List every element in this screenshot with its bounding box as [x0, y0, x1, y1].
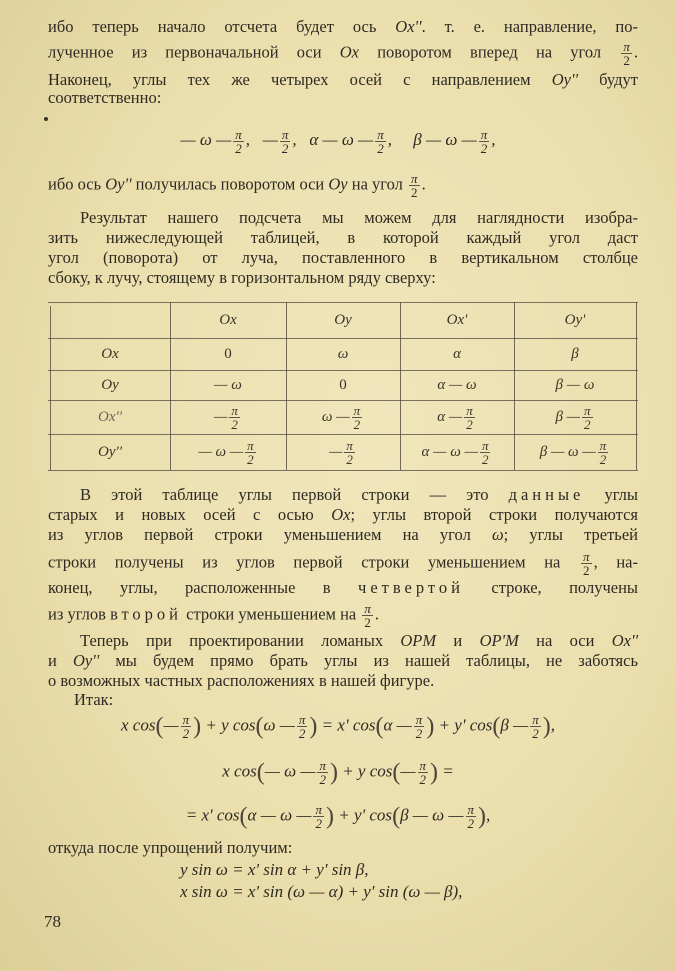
table-cell [286, 400, 400, 434]
table-cell [400, 400, 514, 434]
fraction [464, 404, 475, 431]
column-header: Ox [219, 311, 237, 328]
fraction [317, 759, 328, 786]
arg: — ω — [264, 761, 316, 781]
paren-open: ( [155, 713, 164, 740]
text: старых и новых осей с осью [48, 505, 332, 524]
arg: — [163, 715, 179, 735]
numerator: π [182, 712, 190, 727]
expr: — [214, 408, 228, 425]
text: строки получены из углов первой строки уменьшением на [48, 552, 580, 572]
numerator: π [599, 437, 607, 453]
text: получилась поворотом оси [131, 174, 329, 194]
paren-open: ( [239, 803, 248, 830]
angle-table [48, 302, 638, 470]
text: ; углы второй строки получаются [350, 505, 638, 524]
angles-list [0, 128, 676, 155]
numerator: π [235, 127, 242, 142]
math-var: Ox'' [611, 631, 638, 650]
paren-open: ( [492, 713, 501, 740]
text: . т. е. направление, по- [421, 17, 638, 36]
math-var: Oy'' [105, 174, 132, 194]
denominator: 2 [481, 451, 489, 467]
text: углы [584, 485, 639, 504]
fraction [581, 550, 592, 577]
paren-open: ( [255, 713, 264, 740]
math-var: Oy'' [72, 651, 100, 670]
math-var: Oy [328, 174, 348, 194]
math-var: ω [492, 525, 504, 544]
punct: , [550, 715, 555, 735]
expr: β — ω — [539, 443, 596, 460]
fraction [582, 404, 593, 431]
row-header: Ox'' [98, 408, 122, 425]
table-rule [48, 470, 638, 471]
table-cell: β — ω [555, 376, 595, 393]
denominator: 2 [599, 451, 607, 467]
fraction [229, 404, 240, 431]
paren-open: ( [392, 803, 401, 830]
table-cell [400, 434, 514, 470]
denominator: 2 [364, 615, 371, 630]
denominator: 2 [419, 772, 427, 787]
text: и [48, 651, 73, 670]
equation: y sin ω = x' sin α + y' sin β, [180, 860, 369, 879]
text-line: о возможных частных расположениях в нашей фигуре. [48, 671, 435, 690]
table-cell: 0 [339, 376, 347, 393]
text-line [80, 631, 638, 651]
paren-close: ) [542, 713, 551, 740]
fraction [375, 128, 386, 155]
table-cell: α [453, 345, 461, 362]
angle-item [180, 127, 250, 156]
numerator: π [298, 712, 306, 727]
numerator: π [319, 758, 326, 773]
expr: — [329, 443, 343, 460]
fraction [362, 602, 373, 629]
table-cell: β [571, 345, 579, 362]
emphasis: четвертой [358, 578, 464, 597]
denominator: 2 [315, 816, 322, 831]
text-line [48, 525, 638, 545]
text: конец, углы, расположенные в [48, 578, 359, 597]
text: поворотом вперед на угол [359, 42, 620, 62]
numerator: π [623, 39, 630, 54]
math-var: Oy'' [551, 70, 578, 89]
denominator: 2 [346, 451, 353, 467]
denominator: 2 [298, 726, 306, 741]
table-cell: — ω [214, 376, 242, 393]
fraction [466, 803, 477, 830]
text-line [48, 88, 638, 108]
paren-close: ) [325, 803, 334, 830]
paren-close: ) [309, 713, 318, 740]
punct: , [486, 805, 491, 825]
text-line [48, 550, 638, 577]
text: из углов первой строки уменьшением на угол [48, 525, 492, 544]
denominator: 2 [319, 772, 326, 787]
denominator: 2 [182, 726, 190, 741]
paren-close: ) [193, 713, 202, 740]
row-header: Ox [101, 345, 119, 362]
expr: — ω — [198, 443, 244, 460]
sep: , [292, 130, 297, 150]
row-header: Oy'' [98, 443, 122, 460]
text: из углов [48, 604, 111, 624]
text: . [374, 604, 379, 624]
denominator: 2 [281, 141, 289, 156]
text: ; углы третьей [503, 525, 638, 544]
paren-close: ) [426, 713, 435, 740]
text: строки уменьшением на [182, 604, 361, 624]
numerator: π [247, 437, 254, 453]
numerator: π [480, 127, 488, 142]
paren-close: ) [329, 759, 338, 786]
numerator: π [377, 127, 384, 142]
expr: β — [555, 408, 581, 425]
page-number: 78 [44, 912, 61, 931]
denominator: 2 [353, 416, 361, 432]
denominator: 2 [247, 451, 254, 467]
expr: α — ω — [421, 443, 478, 460]
fraction [313, 803, 324, 830]
text-line [48, 70, 638, 90]
math-var: Ox'' [395, 17, 422, 36]
fraction [530, 713, 541, 740]
numerator: π [466, 402, 473, 418]
numerator: π [419, 758, 427, 773]
text-line: сбоку, к лучу, стоящему в горизонтальном ряду сверху: [48, 268, 436, 287]
expr: — ω — [180, 130, 232, 150]
text: ибо теперь начало отсчета будет ось [48, 17, 396, 36]
text: . [421, 174, 426, 194]
text-line [48, 651, 638, 671]
arg: — [400, 761, 416, 781]
denominator: 2 [377, 141, 384, 156]
numerator: π [583, 549, 590, 564]
table-cell: α — ω [437, 376, 477, 393]
table-cell: ω [337, 345, 349, 362]
fraction [352, 404, 363, 431]
denominator: 2 [415, 726, 423, 741]
arg: ω — [263, 715, 295, 735]
numerator: π [346, 437, 353, 453]
sep: , [491, 130, 496, 150]
expr: α — [437, 408, 463, 425]
text: будут [578, 70, 638, 89]
text-line [48, 505, 638, 525]
numerator: π [411, 171, 418, 186]
text: мы будем прямо брать углы из нашей таблицы, не заботясь [99, 651, 638, 670]
numerator: π [481, 437, 489, 453]
term: = x' cos [185, 805, 240, 825]
expr: α — ω — [309, 130, 374, 150]
math-var: Ox [339, 42, 359, 62]
math-var: OPM [400, 631, 437, 650]
denominator: 2 [623, 53, 630, 68]
text: ибо ось [48, 174, 106, 194]
denominator: 2 [532, 726, 539, 741]
numerator: π [532, 712, 539, 727]
denominator: 2 [231, 416, 238, 432]
expr: ω — [321, 408, 350, 425]
fraction [480, 439, 491, 466]
angle-item [413, 127, 496, 156]
table-rule [636, 302, 637, 470]
denominator: 2 [466, 416, 473, 432]
arg: β — [500, 715, 529, 735]
text: В этой таблице углы первой строки — это [80, 485, 509, 504]
fraction [414, 713, 425, 740]
table-cell [514, 434, 636, 470]
table-cell [286, 434, 400, 470]
text-line [48, 172, 638, 199]
text-line: Результат нашего подсчета мы можем для наглядности изобра- [80, 208, 638, 227]
angle-item [262, 127, 297, 156]
fraction [344, 439, 355, 466]
term: x cos [120, 715, 156, 735]
text: на угол [347, 174, 408, 194]
math-var: OP'M [479, 631, 519, 650]
numerator: π [315, 802, 322, 817]
numerator: π [364, 601, 371, 616]
numerator: π [281, 127, 289, 142]
paren-open: ( [256, 759, 265, 786]
paren-close: ) [430, 759, 439, 786]
table-cell [170, 434, 286, 470]
text: Наконец, углы тех же четырех осей с направлением [48, 70, 552, 89]
speck-mark [44, 117, 48, 121]
paren-close: ) [478, 803, 487, 830]
text: Теперь при проектировании ломаных [80, 631, 401, 650]
arg: β — ω — [400, 805, 464, 825]
paren-open: ( [375, 713, 384, 740]
expr: — [262, 130, 278, 150]
row-header: Oy [101, 376, 119, 393]
emphasis: второй [110, 604, 183, 624]
text: . [633, 42, 638, 62]
table-cell [170, 400, 286, 434]
numerator: π [415, 712, 423, 727]
text-line [48, 578, 638, 598]
fraction [245, 439, 256, 466]
arg: α — [383, 715, 412, 735]
table-cell [514, 400, 636, 434]
term: + y cos [342, 761, 393, 781]
text: лученное из первоначальной оси [48, 42, 340, 62]
arg: α — ω — [247, 805, 312, 825]
denominator: 2 [480, 141, 488, 156]
paren-open: ( [392, 759, 401, 786]
angle-item [309, 127, 393, 156]
fraction [233, 128, 244, 155]
denominator: 2 [583, 563, 590, 578]
table-cell: 0 [224, 345, 232, 362]
denominator: 2 [235, 141, 242, 156]
text-line: Итак: [74, 690, 114, 709]
term: + y' cos [338, 805, 393, 825]
term: + y' cos [438, 715, 493, 735]
equation [0, 803, 676, 830]
fraction [181, 713, 192, 740]
punct: = [442, 761, 454, 781]
term: x cos [222, 761, 257, 781]
term: + y cos [205, 715, 256, 735]
math-var: Ox [331, 505, 351, 524]
fraction [598, 439, 609, 466]
text: , на- [593, 552, 638, 572]
emphasis: данные [508, 485, 585, 504]
text-line [48, 17, 638, 37]
numerator: π [467, 802, 475, 817]
text-line: угол (поворота) от луча, поставленного в вертикальном столбце [48, 248, 638, 267]
numerator: π [584, 402, 591, 418]
column-header: Oy [334, 311, 352, 328]
numerator: π [353, 402, 361, 418]
text: строке, получены [463, 578, 638, 597]
text: и [436, 631, 480, 650]
fraction [621, 40, 632, 67]
text-line [80, 485, 638, 505]
fraction [418, 759, 429, 786]
equation [0, 713, 676, 740]
text-line: зить нижеследующей таблицей, в которой каждый угол даст [48, 228, 638, 247]
numerator: π [231, 402, 238, 418]
denominator: 2 [467, 816, 475, 831]
column-header: Oy' [564, 311, 586, 328]
column-header: Ox' [446, 311, 468, 328]
expr: β — ω — [413, 130, 477, 150]
fraction [479, 128, 490, 155]
sep: , [387, 130, 393, 150]
equation [0, 759, 676, 786]
sep: , [245, 130, 250, 150]
text: соответственно: [48, 88, 162, 107]
fraction [297, 713, 308, 740]
term: = x' cos [321, 715, 376, 735]
denominator: 2 [411, 185, 418, 200]
text: на оси [518, 631, 612, 650]
text-line: откуда после упрощений получим: [48, 838, 293, 857]
fraction [409, 172, 420, 199]
text-line [48, 602, 638, 629]
equation: x sin ω = x' sin (ω — α) + y' sin (ω — β), [180, 882, 463, 901]
text-line [48, 40, 638, 67]
denominator: 2 [584, 416, 591, 432]
fraction [280, 128, 291, 155]
